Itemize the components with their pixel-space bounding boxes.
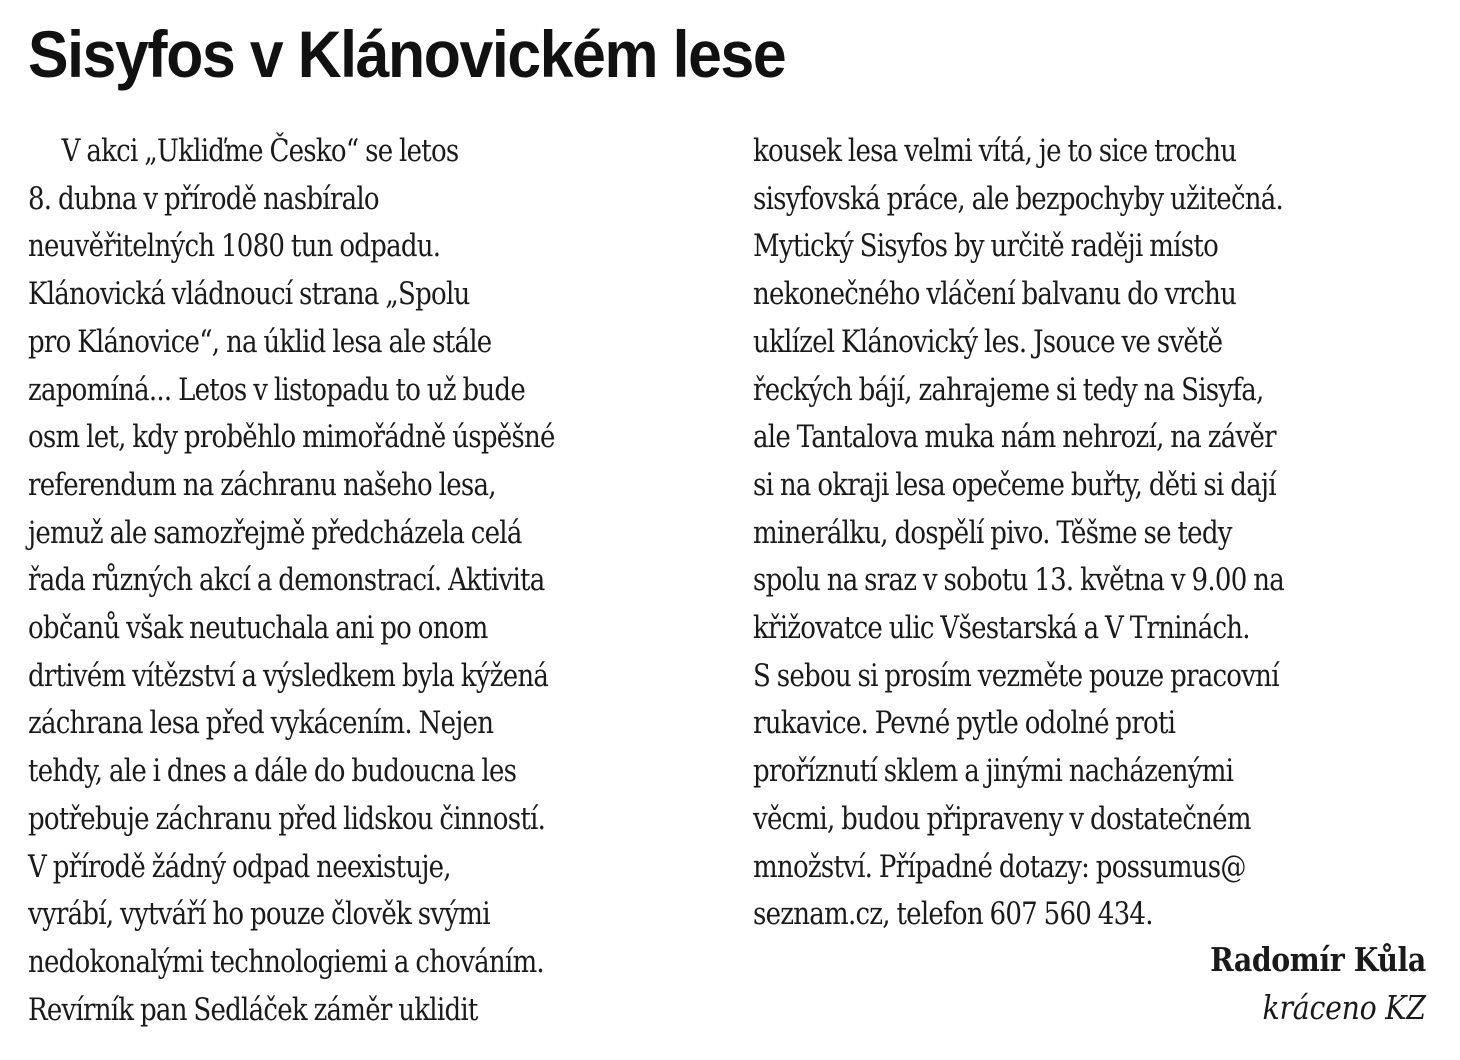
text-line: množství. Případné dotazy: possumus@ bbox=[753, 848, 1246, 885]
text-line: spolu na sraz v sobotu 13. května v 9.00 na bbox=[753, 562, 1284, 599]
text-line: seznam.cz, telefon 607 560 434. bbox=[753, 896, 1153, 933]
text-line: S sebou si prosím vezměte pouze pracovní bbox=[753, 657, 1279, 694]
text-line: rukavice. Pevné pytle odolné proti bbox=[753, 705, 1176, 742]
article-column-right bbox=[753, 128, 1443, 939]
article-title: Sisyfos v Klánovickém lese bbox=[28, 17, 786, 91]
text-line: si na okraji lesa opečeme buřty, děti si dají bbox=[753, 466, 1276, 503]
editor-credit: kráceno KZ bbox=[1262, 988, 1426, 1027]
text-line: drtivém vítězství a výsledkem byla kýžená bbox=[28, 657, 549, 694]
text-line: věcmi, budou připraveny v dostatečném bbox=[753, 800, 1251, 837]
text-line: 8. dubna v přírodě nasbíralo bbox=[28, 180, 379, 217]
text-line: referendum na záchranu našeho lesa, bbox=[28, 466, 496, 503]
text-line: osm let, kdy proběhlo mimořádně úspěšné bbox=[28, 419, 555, 456]
text-line: nedokonalými technologiemi a chováním. bbox=[28, 943, 544, 980]
text-line: proříznutí sklem a jinými nacházenými bbox=[753, 753, 1234, 790]
text-line: Mytický Sisyfos by určitě raději místo bbox=[753, 228, 1218, 265]
text-line: křižovatce ulic Všestarská a V Trninách. bbox=[753, 610, 1250, 647]
text-line: Revírník pan Sedláček záměr uklidit bbox=[28, 991, 478, 1028]
author-signature: Radomír Kůla bbox=[1210, 940, 1426, 979]
text-line: V přírodě žádný odpad neexistuje, bbox=[28, 848, 451, 885]
text-line: sisyfovská práce, ale bezpochyby užitečná. bbox=[753, 180, 1284, 217]
text-line: pro Klánovice“, na úklid lesa ale stále bbox=[28, 323, 492, 360]
text-line: jemuž ale samozřejmě předcházela celá bbox=[28, 514, 522, 551]
text-line: kousek lesa velmi vítá, je to sice trochu bbox=[753, 133, 1237, 169]
text-line: minerálku, dospělí pivo. Těšme se tedy bbox=[753, 514, 1232, 551]
text-line: neuvěřitelných 1080 tun odpadu. bbox=[28, 228, 441, 265]
article-column-left bbox=[28, 128, 718, 1034]
text-line: vyrábí, vytváří ho pouze člověk svými bbox=[28, 896, 490, 933]
text-line: V akci „Ukliďme Česko“ se letos bbox=[61, 133, 459, 169]
text-line: zapomíná... Letos v listopadu to už bude bbox=[28, 371, 525, 408]
text-line: záchrana lesa před vykácením. Nejen bbox=[28, 705, 494, 742]
text-line: uklízel Klánovický les. Jsouce ve světě bbox=[753, 323, 1223, 360]
text-line: Klánovická vládnoucí strana „Spolu bbox=[28, 276, 470, 313]
text-line: nekonečného vláčení balvanu do vrchu bbox=[753, 276, 1237, 313]
text-line: řeckých bájí, zahrajeme si tedy na Sisyfa, bbox=[753, 371, 1264, 408]
text-line: ale Tantalova muka nám nehrozí, na závěr bbox=[753, 419, 1276, 456]
text-line: tehdy, ale i dnes a dále do budoucna les bbox=[28, 753, 517, 790]
text-line: občanů však neutuchala ani po onom bbox=[28, 610, 488, 647]
text-line: řada různých akcí a demonstrací. Aktivita bbox=[28, 562, 545, 599]
text-line: potřebuje záchranu před lidskou činností. bbox=[28, 800, 546, 837]
